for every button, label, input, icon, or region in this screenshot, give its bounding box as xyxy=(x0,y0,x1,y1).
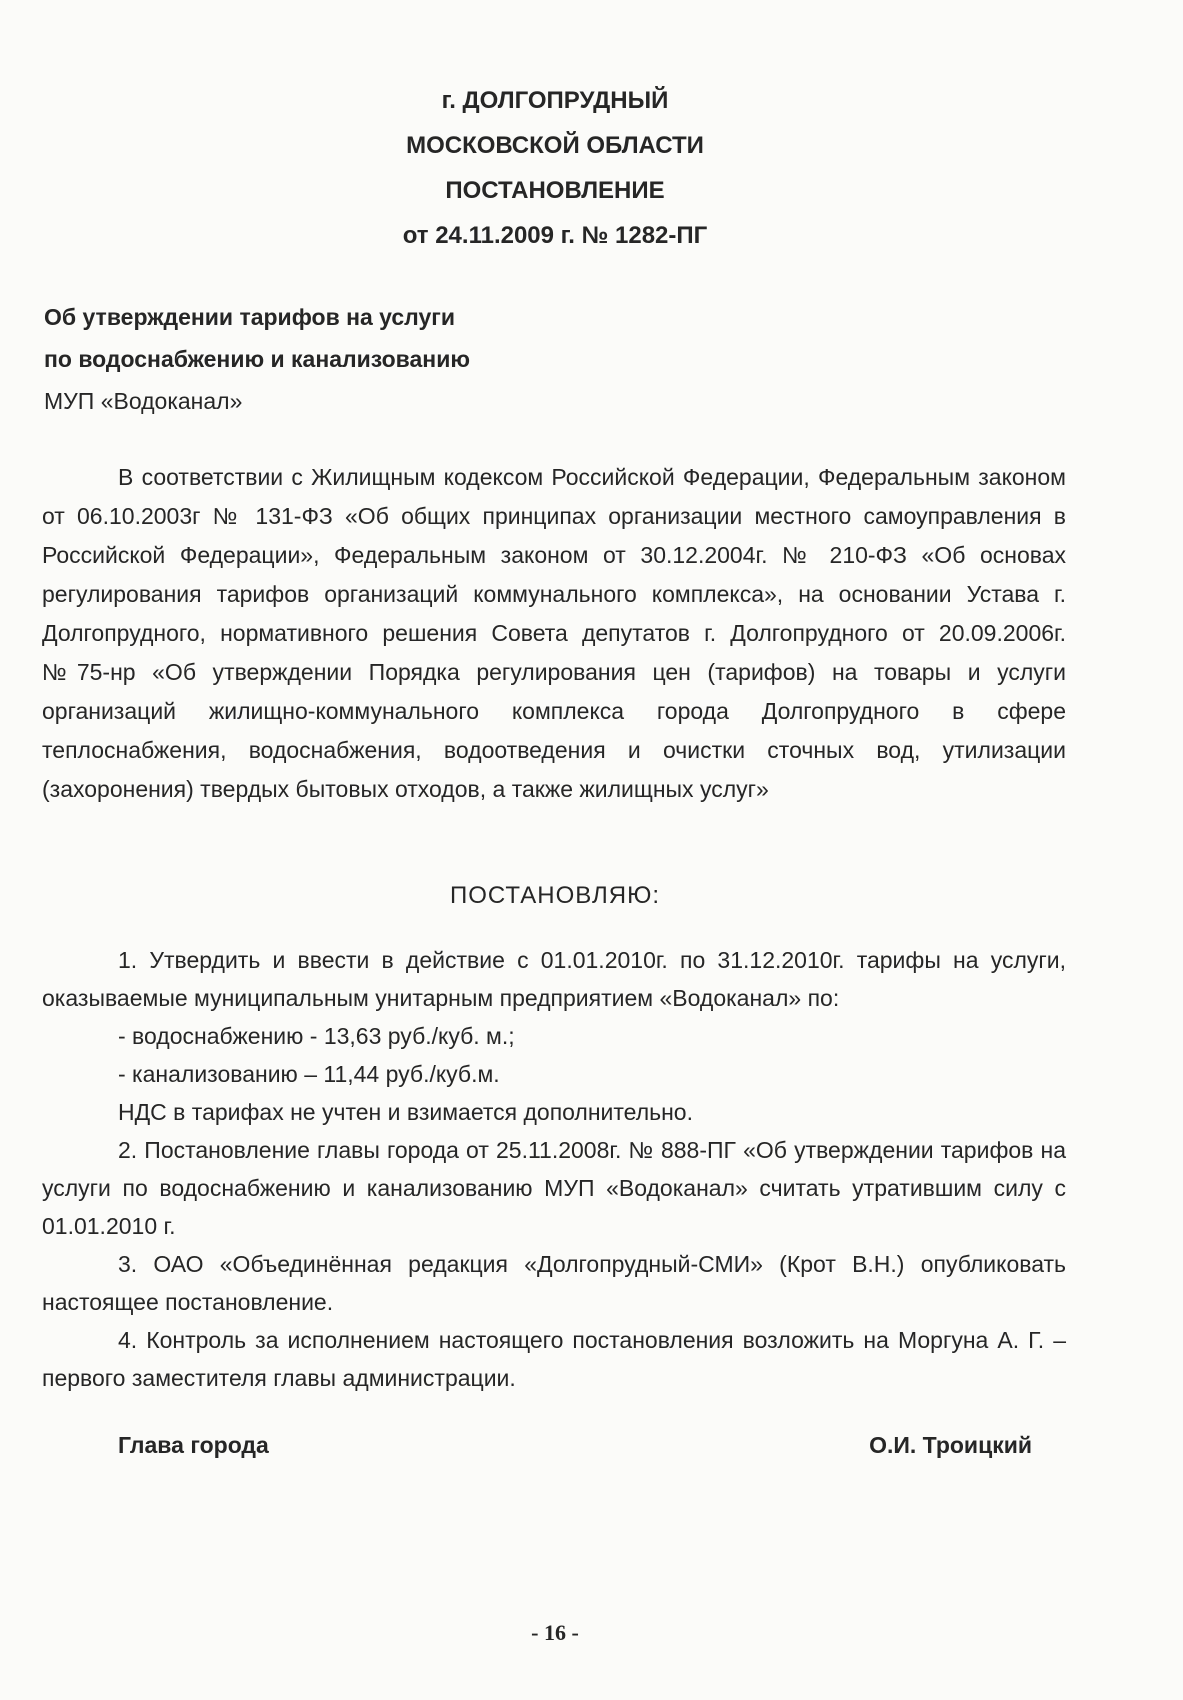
region-name: МОСКОВСКОЙ ОБЛАСТИ xyxy=(406,132,704,159)
page-number: - 16 - xyxy=(531,1620,579,1645)
preamble-paragraph: В соответствии с Жилищным кодексом Российской Федерации, Федеральным законом от 06.10.2003г № 131-ФЗ «Об общих принципах организации местного самоуправления в Российской Федерации», Федеральным законом от 30.12.2004г. № 210-ФЗ «Об основах регулирования тарифов организаций коммунального комплекса», на основании Устава г. Долгопрудного, нормативного решения Совета депутатов г. Долгопрудного от 20.09.2006г. №75-нр «Об утверждении Порядка регулирования цен (тарифов) на товары и услуги организаций жилищно-коммунального комплекса города Долгопрудного в сфере теплоснабжения, водоснабжения, водоотведения и очистки сточных вод, утилизации (захоронения) твердых бытовых отходов, а также жилищных услуг» xyxy=(42,464,1066,802)
tariff-sewage: - канализованию – 11,44 руб./куб.м. xyxy=(118,1061,500,1087)
tariff-water: - водоснабжению - 13,63 руб./куб. м.; xyxy=(118,1023,515,1049)
item-2: 2. Постановление главы города от 25.11.2008г. № 888-ПГ «Об утверждении тарифов на услуги по водоснабжению и канализованию МУП «Водоканал» считать утратившим силу с 01.01.2010 г. xyxy=(42,1137,1066,1239)
item-4: 4. Контроль за исполнением настоящего постановления возложить на Моргуна А. Г. – первого заместителя главы администрации. xyxy=(42,1327,1066,1391)
item-3: 3. ОАО «Объединённая редакция «Долгопрудный-СМИ» (Крот В.Н.) опубликовать настоящее постановление. xyxy=(42,1251,1066,1315)
city-name: г. ДОЛГОПРУДНЫЙ xyxy=(441,87,669,114)
signature-block xyxy=(118,1432,1032,1459)
subject-line-2: по водоснабжению и канализованию xyxy=(44,346,470,372)
vat-note: НДС в тарифах не учтен и взимается дополнительно. xyxy=(118,1099,693,1125)
document-subject xyxy=(44,296,470,422)
item-1: 1. Утвердить и ввести в действие с 01.01.2010г. по 31.12.2010г. тарифы на услуги, оказываемые муниципальным унитарным предприятием «Водоканал» по: xyxy=(42,947,1066,1011)
resolution-items xyxy=(42,941,1066,1397)
document-date-number: от 24.11.2009 г. № 1282-ПГ xyxy=(402,222,708,249)
subject-line-1: Об утверждении тарифов на услуги xyxy=(44,304,456,330)
document-type: ПОСТАНОВЛЕНИЕ xyxy=(445,177,665,204)
resolve-heading: ПОСТАНОВЛЯЮ: xyxy=(449,882,661,909)
signatory-name: О.И. Троицкий xyxy=(869,1432,1032,1458)
document-header xyxy=(0,78,1110,258)
signatory-title: Глава города xyxy=(118,1432,269,1458)
subject-line-3: МУП «Водоканал» xyxy=(44,388,243,414)
